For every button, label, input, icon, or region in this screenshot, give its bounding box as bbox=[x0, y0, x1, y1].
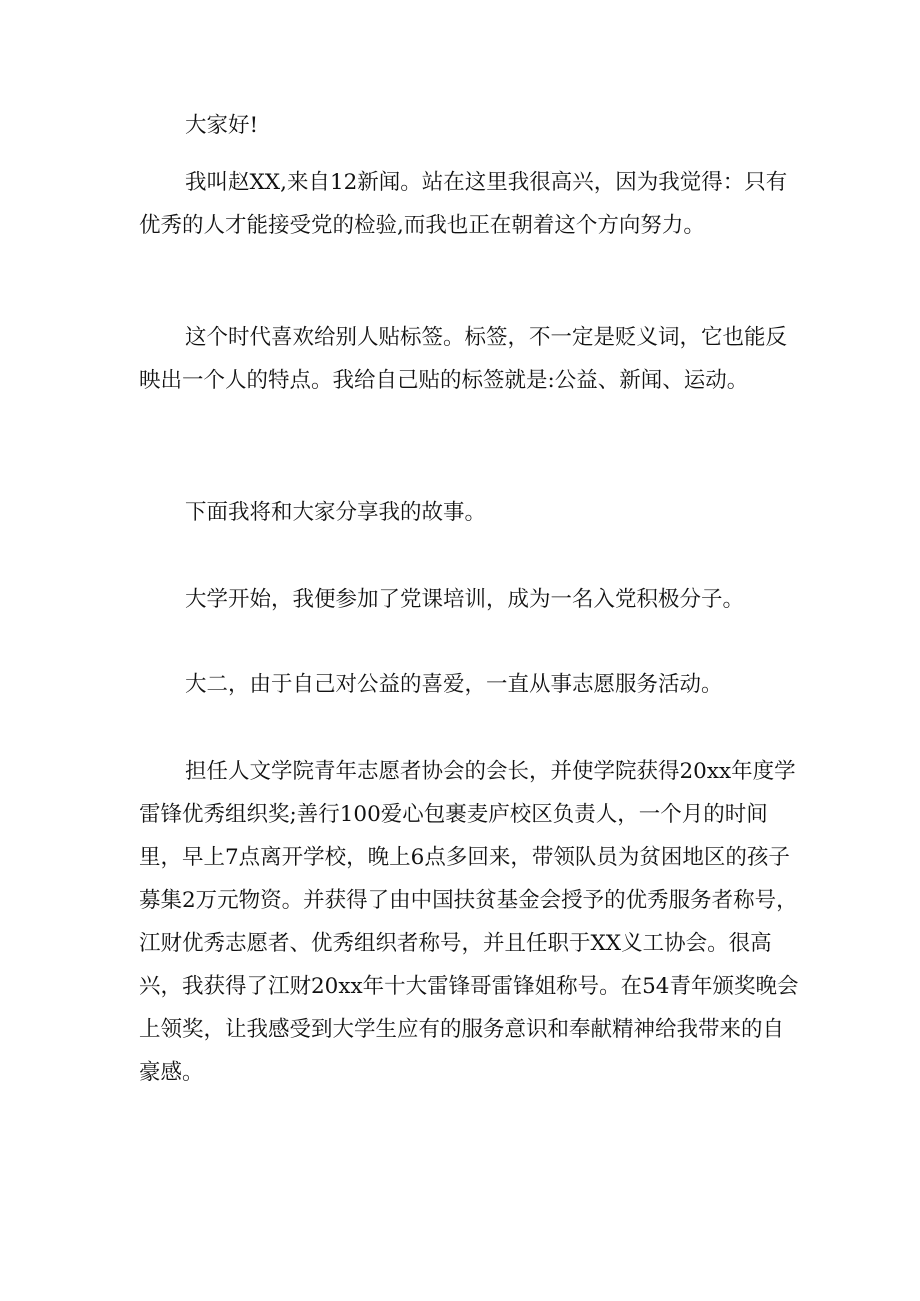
paragraph-share: 下面我将和大家分享我的故事。 bbox=[185, 500, 487, 525]
paragraph-year2: 大二，由于自己对公益的喜爱，一直从事志愿服务活动。 bbox=[185, 672, 723, 697]
paragraph-intro: 我叫赵XX,来自12新闻。站在这里我很高兴，因为我觉得：只有优秀的人才能接受党的检验,而我也正在朝着这个方向努力。 bbox=[139, 170, 788, 238]
paragraph-greeting: 大家好! bbox=[185, 113, 259, 138]
paragraph-tags: 这个时代喜欢给别人贴标签。标签，不一定是贬义词，它也能反映出一个人的特点。我给自己贴的标签就是:公益、新闻、运动。 bbox=[139, 325, 788, 393]
paragraph-volunteer: 担任人文学院青年志愿者协会的会长，并使学院获得20xx年度学雷锋优秀组织奖;善行100爱心包裹麦庐校区负责人，一个月的时间里，早上7点离开学校，晚上6点多回来，带领队员为贫困地区的孩子募集2万元物资。并获得了由中国扶贫基金会授予的优秀服务者称号，江财优秀志愿者、优秀组织者称号，并且任职于XX义工协会。很高兴，我获得了江财20xx年十大雷锋哥雷锋姐称号。在54青年颁奖晚会上领奖，让我感受到大学生应有的服务意识和奉献精神给我带来的自豪感。 bbox=[139, 759, 799, 1085]
paragraph-party: 大学开始，我便参加了党课培训，成为一名入党积极分子。 bbox=[185, 587, 745, 612]
